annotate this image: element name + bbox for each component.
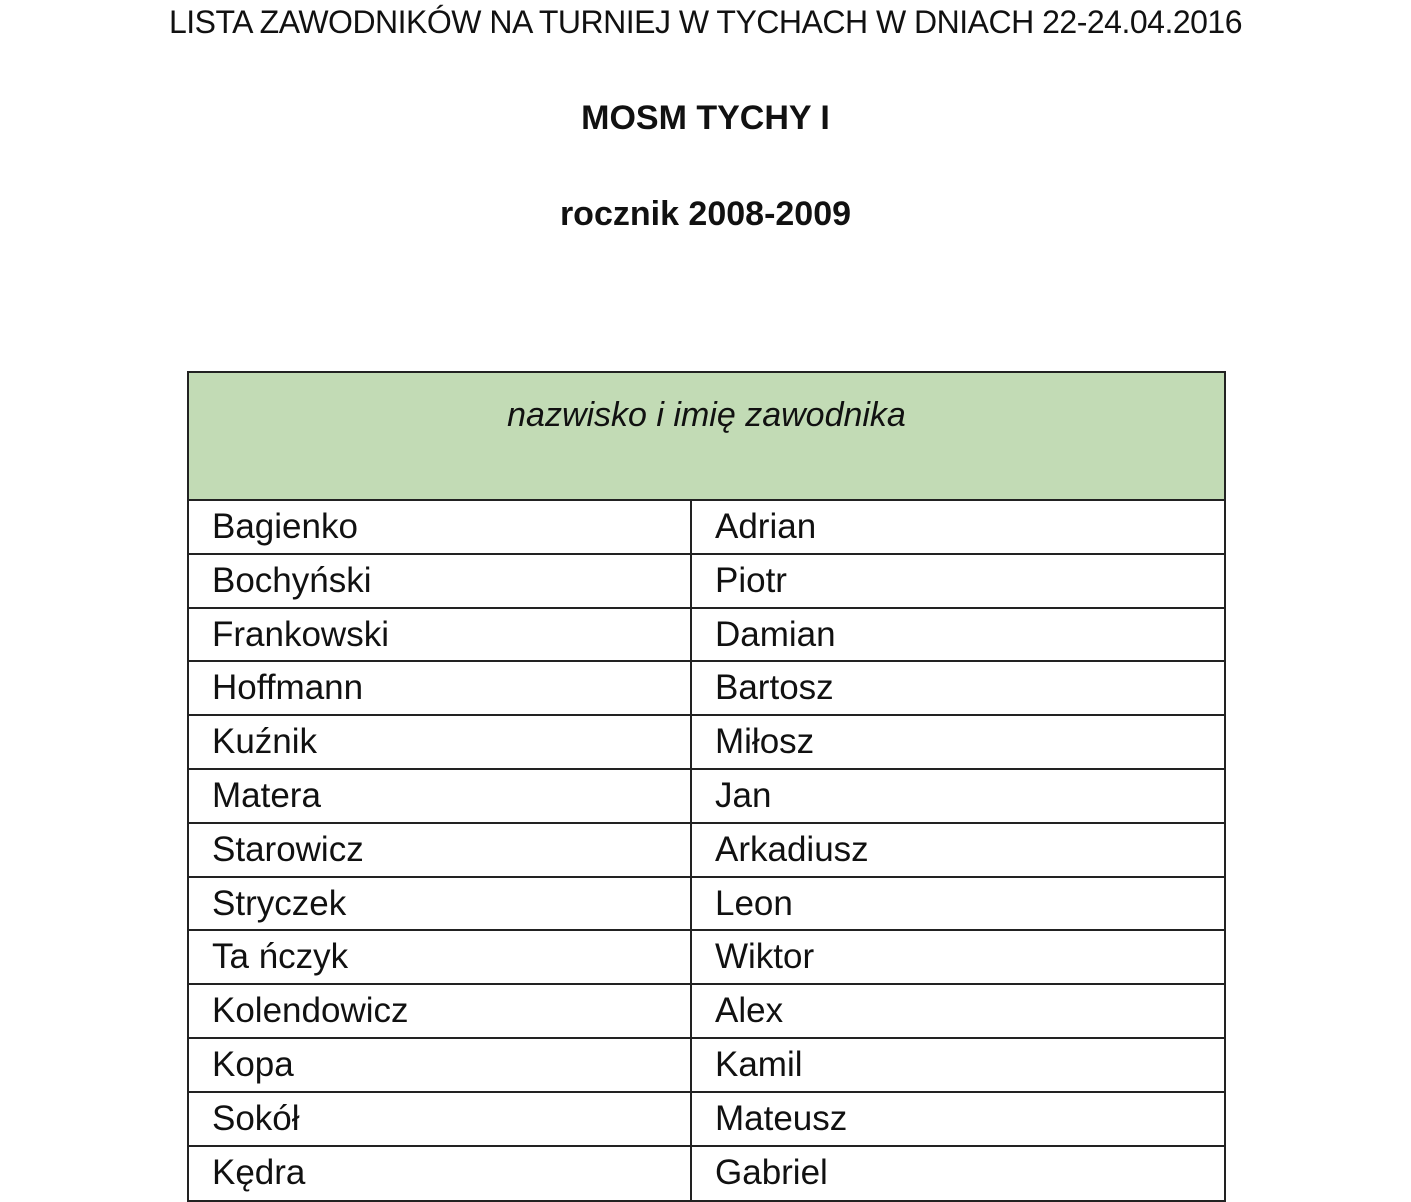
- table-row: [189, 878, 1224, 932]
- surname-cell: Kopa: [189, 1039, 692, 1091]
- document-title: LISTA ZAWODNIKÓW NA TURNIEJ W TYCHACH W DNIACH 22-24.04.2016: [168, 4, 1243, 40]
- roster-body: [189, 501, 1224, 1200]
- first-name-cell: Jan: [715, 775, 772, 815]
- table-row: [189, 1039, 1224, 1093]
- table-row: [189, 716, 1224, 770]
- first-name-cell: Gabriel: [715, 1152, 828, 1192]
- surname-cell: Hoffmann: [189, 662, 692, 714]
- table-row: [189, 770, 1224, 824]
- surname-cell: Bochyński: [189, 555, 692, 607]
- table-row: [189, 609, 1224, 663]
- surname-cell: Sokół: [189, 1093, 692, 1145]
- table-row: [189, 931, 1224, 985]
- table-row: [189, 1147, 1224, 1201]
- table-row: [189, 662, 1224, 716]
- surname-cell: Starowicz: [189, 824, 692, 876]
- table-row: [189, 1093, 1224, 1147]
- surname-cell: Matera: [189, 770, 692, 822]
- surname-cell: Ta ńczyk: [189, 931, 692, 983]
- surname-cell: Kuźnik: [189, 716, 692, 768]
- surname-cell: Kolendowicz: [189, 985, 692, 1037]
- first-name-cell: Damian: [715, 614, 836, 654]
- first-name-cell: Alex: [715, 991, 784, 1031]
- roster-table: [187, 371, 1226, 1202]
- table-row: [189, 985, 1224, 1039]
- roster-header: nazwisko i imię zawodnika: [189, 373, 1224, 501]
- surname-cell: Kędra: [189, 1147, 692, 1201]
- surname-cell: Stryczek: [189, 878, 692, 930]
- surname-cell: Bagienko: [189, 501, 692, 553]
- first-name-cell: Arkadiusz: [715, 829, 869, 869]
- first-name-cell: Adrian: [715, 507, 817, 546]
- table-row: [189, 555, 1224, 609]
- first-name-cell: Bartosz: [715, 668, 834, 708]
- team-name: MOSM TYCHY I: [581, 99, 830, 137]
- first-name-cell: Piotr: [715, 560, 787, 600]
- year-group: rocznik 2008-2009: [559, 195, 852, 233]
- first-name-cell: Wiktor: [715, 937, 815, 977]
- first-name-cell: Mateusz: [715, 1098, 848, 1138]
- first-name-cell: Leon: [715, 883, 793, 923]
- table-row: [189, 824, 1224, 878]
- first-name-cell: Kamil: [715, 1044, 803, 1084]
- table-row: [189, 501, 1224, 555]
- first-name-cell: Miłosz: [715, 722, 815, 762]
- surname-cell: Frankowski: [189, 609, 692, 661]
